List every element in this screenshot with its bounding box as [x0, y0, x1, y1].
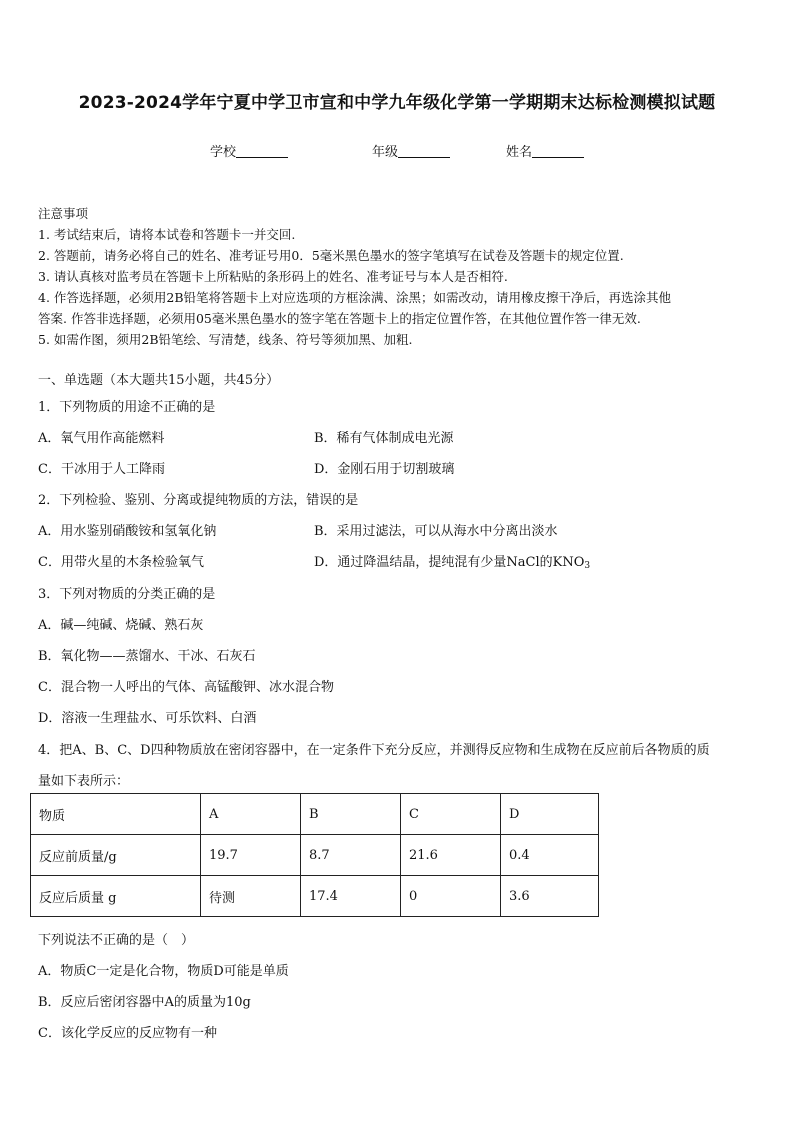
table-cell: 反应后质量 g [31, 876, 201, 917]
name-blank[interactable] [532, 145, 584, 158]
table-cell: 19.7 [201, 835, 301, 876]
table-row [31, 835, 599, 876]
grade-field [372, 141, 450, 160]
q3-option-c: C．混合物一人呼出的气体、高锰酸钾、冰水混合物 [38, 680, 334, 695]
name-field [506, 141, 584, 160]
table-header-cell: B [301, 794, 401, 835]
q4-option-c: C．该化学反应的反应物有一种 [38, 1026, 217, 1041]
table-cell: 反应前质量/g [31, 835, 201, 876]
notice-item: 答案. 作答非选择题，必须用05毫米黑色墨水的签字笔在答题卡上的指定位置作答，在其他位置作答一律无效. [38, 311, 641, 326]
q2-option-b: B．采用过滤法，可以从海水中分离出淡水 [314, 524, 558, 539]
school-field [210, 141, 288, 160]
school-label: 学校 [210, 145, 237, 160]
notice-heading: 注意事项 [38, 206, 89, 221]
q4-option-b: B．反应后密闭容器中A的质量为10g [38, 995, 251, 1010]
q3-option-a: A．碱—纯碱、烧碱、熟石灰 [38, 618, 204, 633]
notice-item: 5. 如需作图，须用2B铅笔绘、写清楚，线条、符号等须加黑、加粗. [38, 332, 413, 347]
q2-option-d-text: D．通过降温结晶，提纯混有少量NaCl的KNO [314, 555, 585, 570]
table-header-cell: D [501, 794, 599, 835]
q4-follow: 下列说法不正确的是（ ） [38, 933, 195, 948]
table-cell: 0 [401, 876, 501, 917]
notice-item: 3. 请认真核对监考员在答题卡上所粘贴的条形码上的姓名、准考证号与本人是否相符. [38, 269, 508, 284]
q1-option-d: D．金刚石用于切割玻璃 [314, 462, 455, 477]
table-cell: 待测 [201, 876, 301, 917]
q2-option-d-subscript: 3 [584, 561, 591, 571]
grade-label: 年级 [372, 145, 399, 160]
q1-stem: 1．下列物质的用途不正确的是 [38, 400, 216, 415]
table-cell: 21.6 [401, 835, 501, 876]
table-cell: 3.6 [501, 876, 599, 917]
q2-option-c: C．用带火星的木条检验氧气 [38, 555, 204, 570]
school-blank[interactable] [236, 145, 288, 158]
q3-option-d: D．溶液一生理盐水、可乐饮料、白酒 [38, 711, 257, 726]
name-label: 姓名 [506, 145, 533, 160]
q3-stem: 3．下列对物质的分类正确的是 [38, 587, 216, 602]
table-header-cell: 物质 [31, 794, 201, 835]
q2-option-d [314, 551, 590, 571]
notice-block [38, 203, 758, 350]
table-row [31, 876, 599, 917]
notice-item: 1. 考试结束后，请将本试卷和答题卡一并交回. [38, 227, 296, 242]
section-heading: 一、单选题（本大题共15小题，共45分） [38, 373, 280, 388]
q1-option-c: C．干冰用于人工降雨 [38, 462, 165, 477]
exam-title: 2023-2024学年宁夏中学卫市宣和中学九年级化学第一学期期末达标检测模拟试题 [78, 93, 716, 113]
mass-table [30, 793, 599, 917]
grade-blank[interactable] [398, 145, 450, 158]
q4-option-a: A．物质C一定是化合物，物质D可能是单质 [38, 964, 289, 979]
table-cell: 17.4 [301, 876, 401, 917]
table-header-cell: A [201, 794, 301, 835]
q4-stem-line2: 量如下表所示： [38, 774, 130, 789]
table-header-row [31, 794, 599, 835]
table-cell: 8.7 [301, 835, 401, 876]
notice-item: 2. 答题前，请务必将自己的姓名、准考证号用0．5毫米黑色墨水的签字笔填写在试卷及答题卡的规定位置. [38, 248, 624, 263]
q4-stem-line1: 4．把A、B、C、D四种物质放在密闭容器中，在一定条件下充分反应，并测得反应物和生成物在反应前后各物质的质 [38, 743, 710, 758]
q1-option-a: A．氧气用作高能燃料 [38, 431, 165, 446]
notice-item: 4. 作答选择题，必须用2B铅笔将答题卡上对应选项的方框涂满、涂黑；如需改动，请用橡皮擦干净后，再选涂其他 [38, 290, 672, 305]
q3-option-b: B．氧化物——蒸馏水、干冰、石灰石 [38, 649, 256, 664]
table-header-cell: C [401, 794, 501, 835]
q2-stem: 2．下列检验、鉴别、分离或提纯物质的方法，错误的是 [38, 493, 359, 508]
table-cell: 0.4 [501, 835, 599, 876]
q2-option-a: A．用水鉴别硝酸铵和氢氧化钠 [38, 524, 217, 539]
q1-option-b: B．稀有气体制成电光源 [314, 431, 454, 446]
